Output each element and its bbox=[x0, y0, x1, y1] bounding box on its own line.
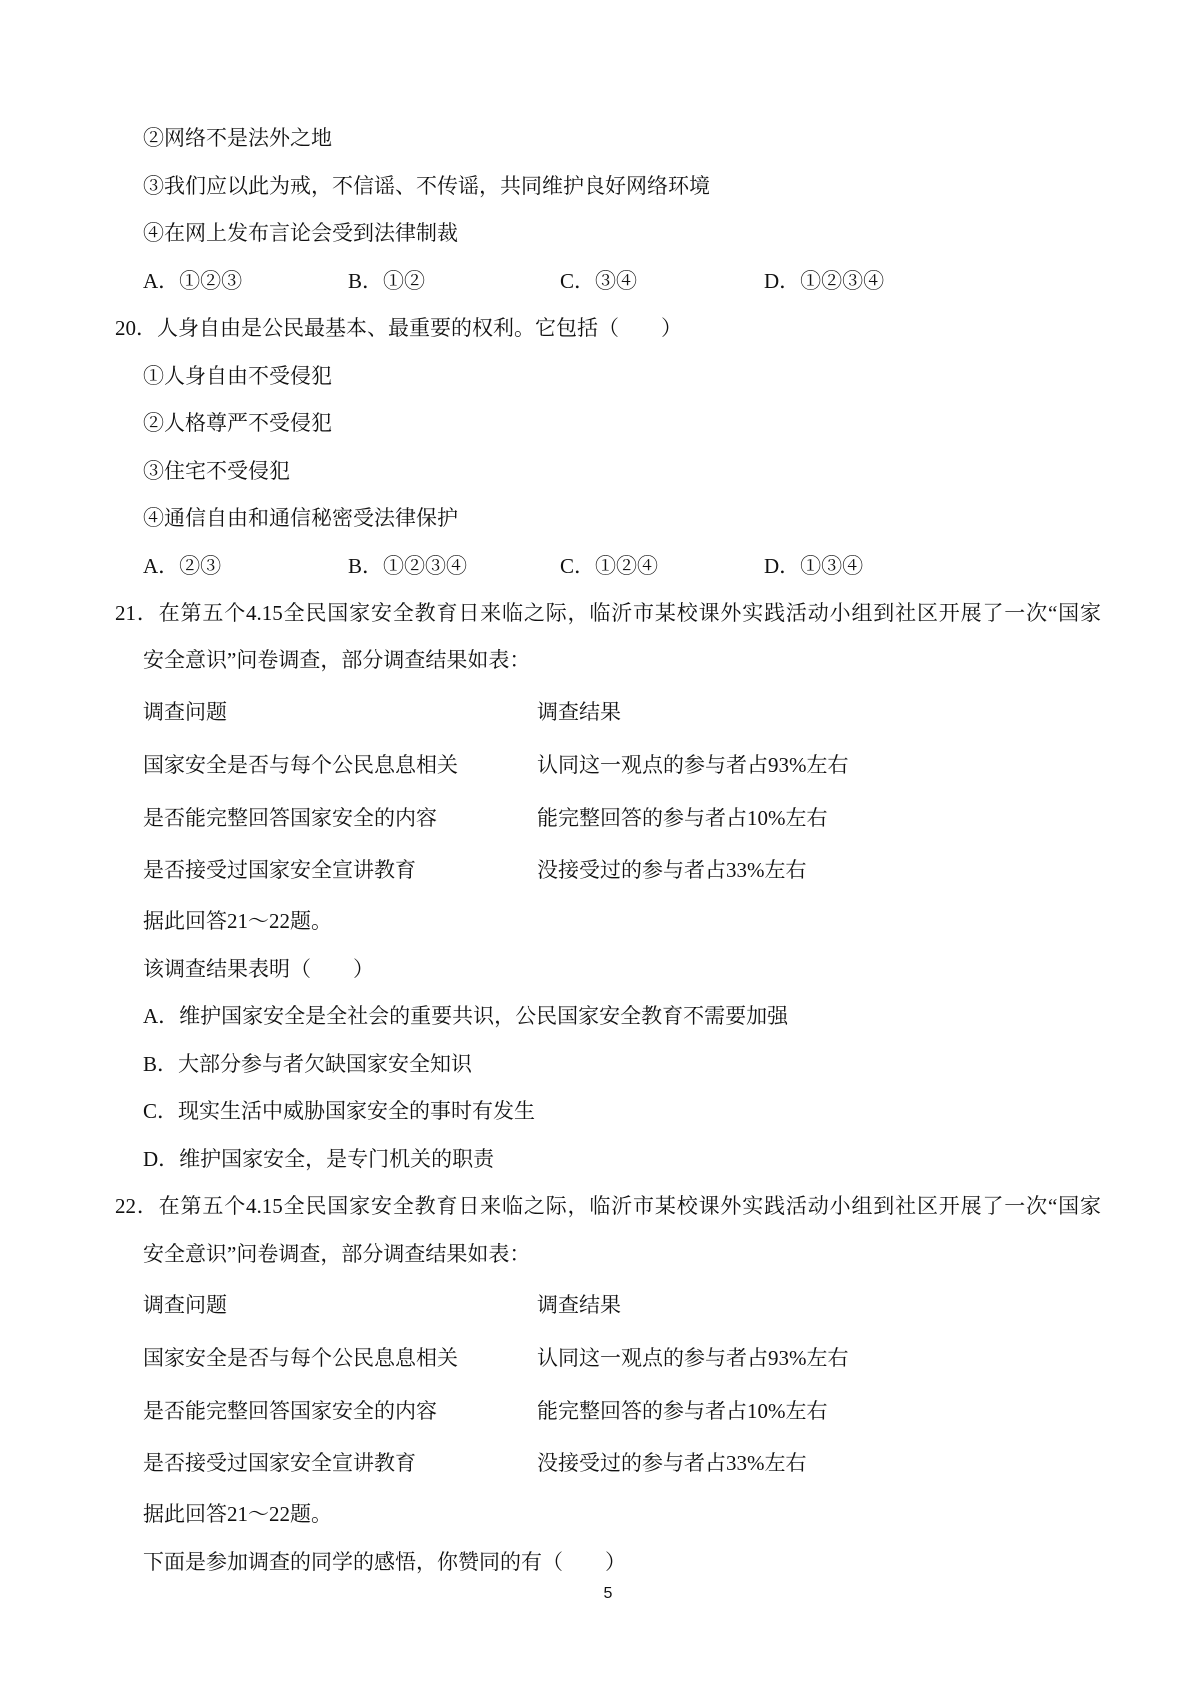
q20-stem: 20．人身自由是公民最基本、最重要的权利。它包括（ ） bbox=[115, 316, 682, 340]
q19-option-d: D．①②③④ bbox=[764, 269, 885, 293]
q21-table-row-3-result: 没接受过的参与者占33%左右 bbox=[537, 858, 807, 882]
q22-instruction: 据此回答21～22题。 bbox=[143, 1502, 332, 1526]
q19-option-a: A．①②③ bbox=[143, 269, 243, 293]
q21-table-row-2-question: 是否能完整回答国家安全的内容 bbox=[143, 806, 437, 830]
q21-option-c: C．现实生活中威胁国家安全的事时有发生 bbox=[143, 1099, 536, 1123]
q22-table-row-1-question: 国家安全是否与每个公民息息相关 bbox=[143, 1346, 458, 1370]
q19-option-c: C．③④ bbox=[560, 269, 638, 293]
q22-stem-line-2: 安全意识”问卷调查，部分调查结果如表： bbox=[143, 1242, 531, 1266]
q21-instruction: 据此回答21～22题。 bbox=[143, 909, 332, 933]
q20-option-d: D．①③④ bbox=[764, 554, 864, 578]
q22-table-row-1-result: 认同这一观点的参与者占93%左右 bbox=[537, 1346, 849, 1370]
q21-table-row-1-question: 国家安全是否与每个公民息息相关 bbox=[143, 753, 458, 777]
q21-table-header-question: 调查问题 bbox=[143, 700, 227, 724]
q21-table-row-3-question: 是否接受过国家安全宣讲教育 bbox=[143, 858, 416, 882]
q22-table-row-3-question: 是否接受过国家安全宣讲教育 bbox=[143, 1451, 416, 1475]
q21-option-d: D．维护国家安全，是专门机关的职责 bbox=[143, 1147, 495, 1171]
q19-statement-3: ③我们应以此为戒，不信谣、不传谣，共同维护良好网络环境 bbox=[143, 174, 710, 198]
q20-statement-1: ①人身自由不受侵犯 bbox=[143, 364, 332, 388]
q21-table-row-2-result: 能完整回答的参与者占10%左右 bbox=[537, 806, 828, 830]
q22-question: 下面是参加调查的同学的感悟，你赞同的有（ ） bbox=[143, 1550, 626, 1574]
q22-table-row-2-question: 是否能完整回答国家安全的内容 bbox=[143, 1399, 437, 1423]
q21-stem-line-1: 21．在第五个4.15全民国家安全教育日来临之际，临沂市某校课外实践活动小组到社区开展了一次“国家 bbox=[115, 601, 1101, 625]
q21-table-row-1-result: 认同这一观点的参与者占93%左右 bbox=[537, 753, 849, 777]
q21-table-header-result: 调查结果 bbox=[537, 700, 621, 724]
q22-table-header-result: 调查结果 bbox=[537, 1293, 621, 1317]
q21-option-a: A．维护国家安全是全社会的重要共识，公民国家安全教育不需要加强 bbox=[143, 1004, 789, 1028]
q22-table-header-question: 调查问题 bbox=[143, 1293, 227, 1317]
q21-question: 该调查结果表明（ ） bbox=[143, 957, 374, 981]
q20-option-c: C．①②④ bbox=[560, 554, 659, 578]
q19-statement-2: ②网络不是法外之地 bbox=[143, 126, 332, 150]
q20-statement-3: ③住宅不受侵犯 bbox=[143, 459, 290, 483]
q20-statement-2: ②人格尊严不受侵犯 bbox=[143, 411, 332, 435]
page-number: 5 bbox=[603, 1585, 613, 1602]
q19-statement-4: ④在网上发布言论会受到法律制裁 bbox=[143, 221, 458, 245]
q20-statement-4: ④通信自由和通信秘密受法律保护 bbox=[143, 506, 458, 530]
q21-option-b: B．大部分参与者欠缺国家安全知识 bbox=[143, 1052, 473, 1076]
q20-option-b: B．①②③④ bbox=[348, 554, 468, 578]
q22-table-row-2-result: 能完整回答的参与者占10%左右 bbox=[537, 1399, 828, 1423]
q19-option-b: B．①② bbox=[348, 269, 426, 293]
q20-option-a: A．②③ bbox=[143, 554, 222, 578]
q21-stem-line-2: 安全意识”问卷调查，部分调查结果如表： bbox=[143, 648, 531, 672]
q22-table-row-3-result: 没接受过的参与者占33%左右 bbox=[537, 1451, 807, 1475]
q22-stem-line-1: 22．在第五个4.15全民国家安全教育日来临之际，临沂市某校课外实践活动小组到社区开展了一次“国家 bbox=[115, 1194, 1101, 1218]
